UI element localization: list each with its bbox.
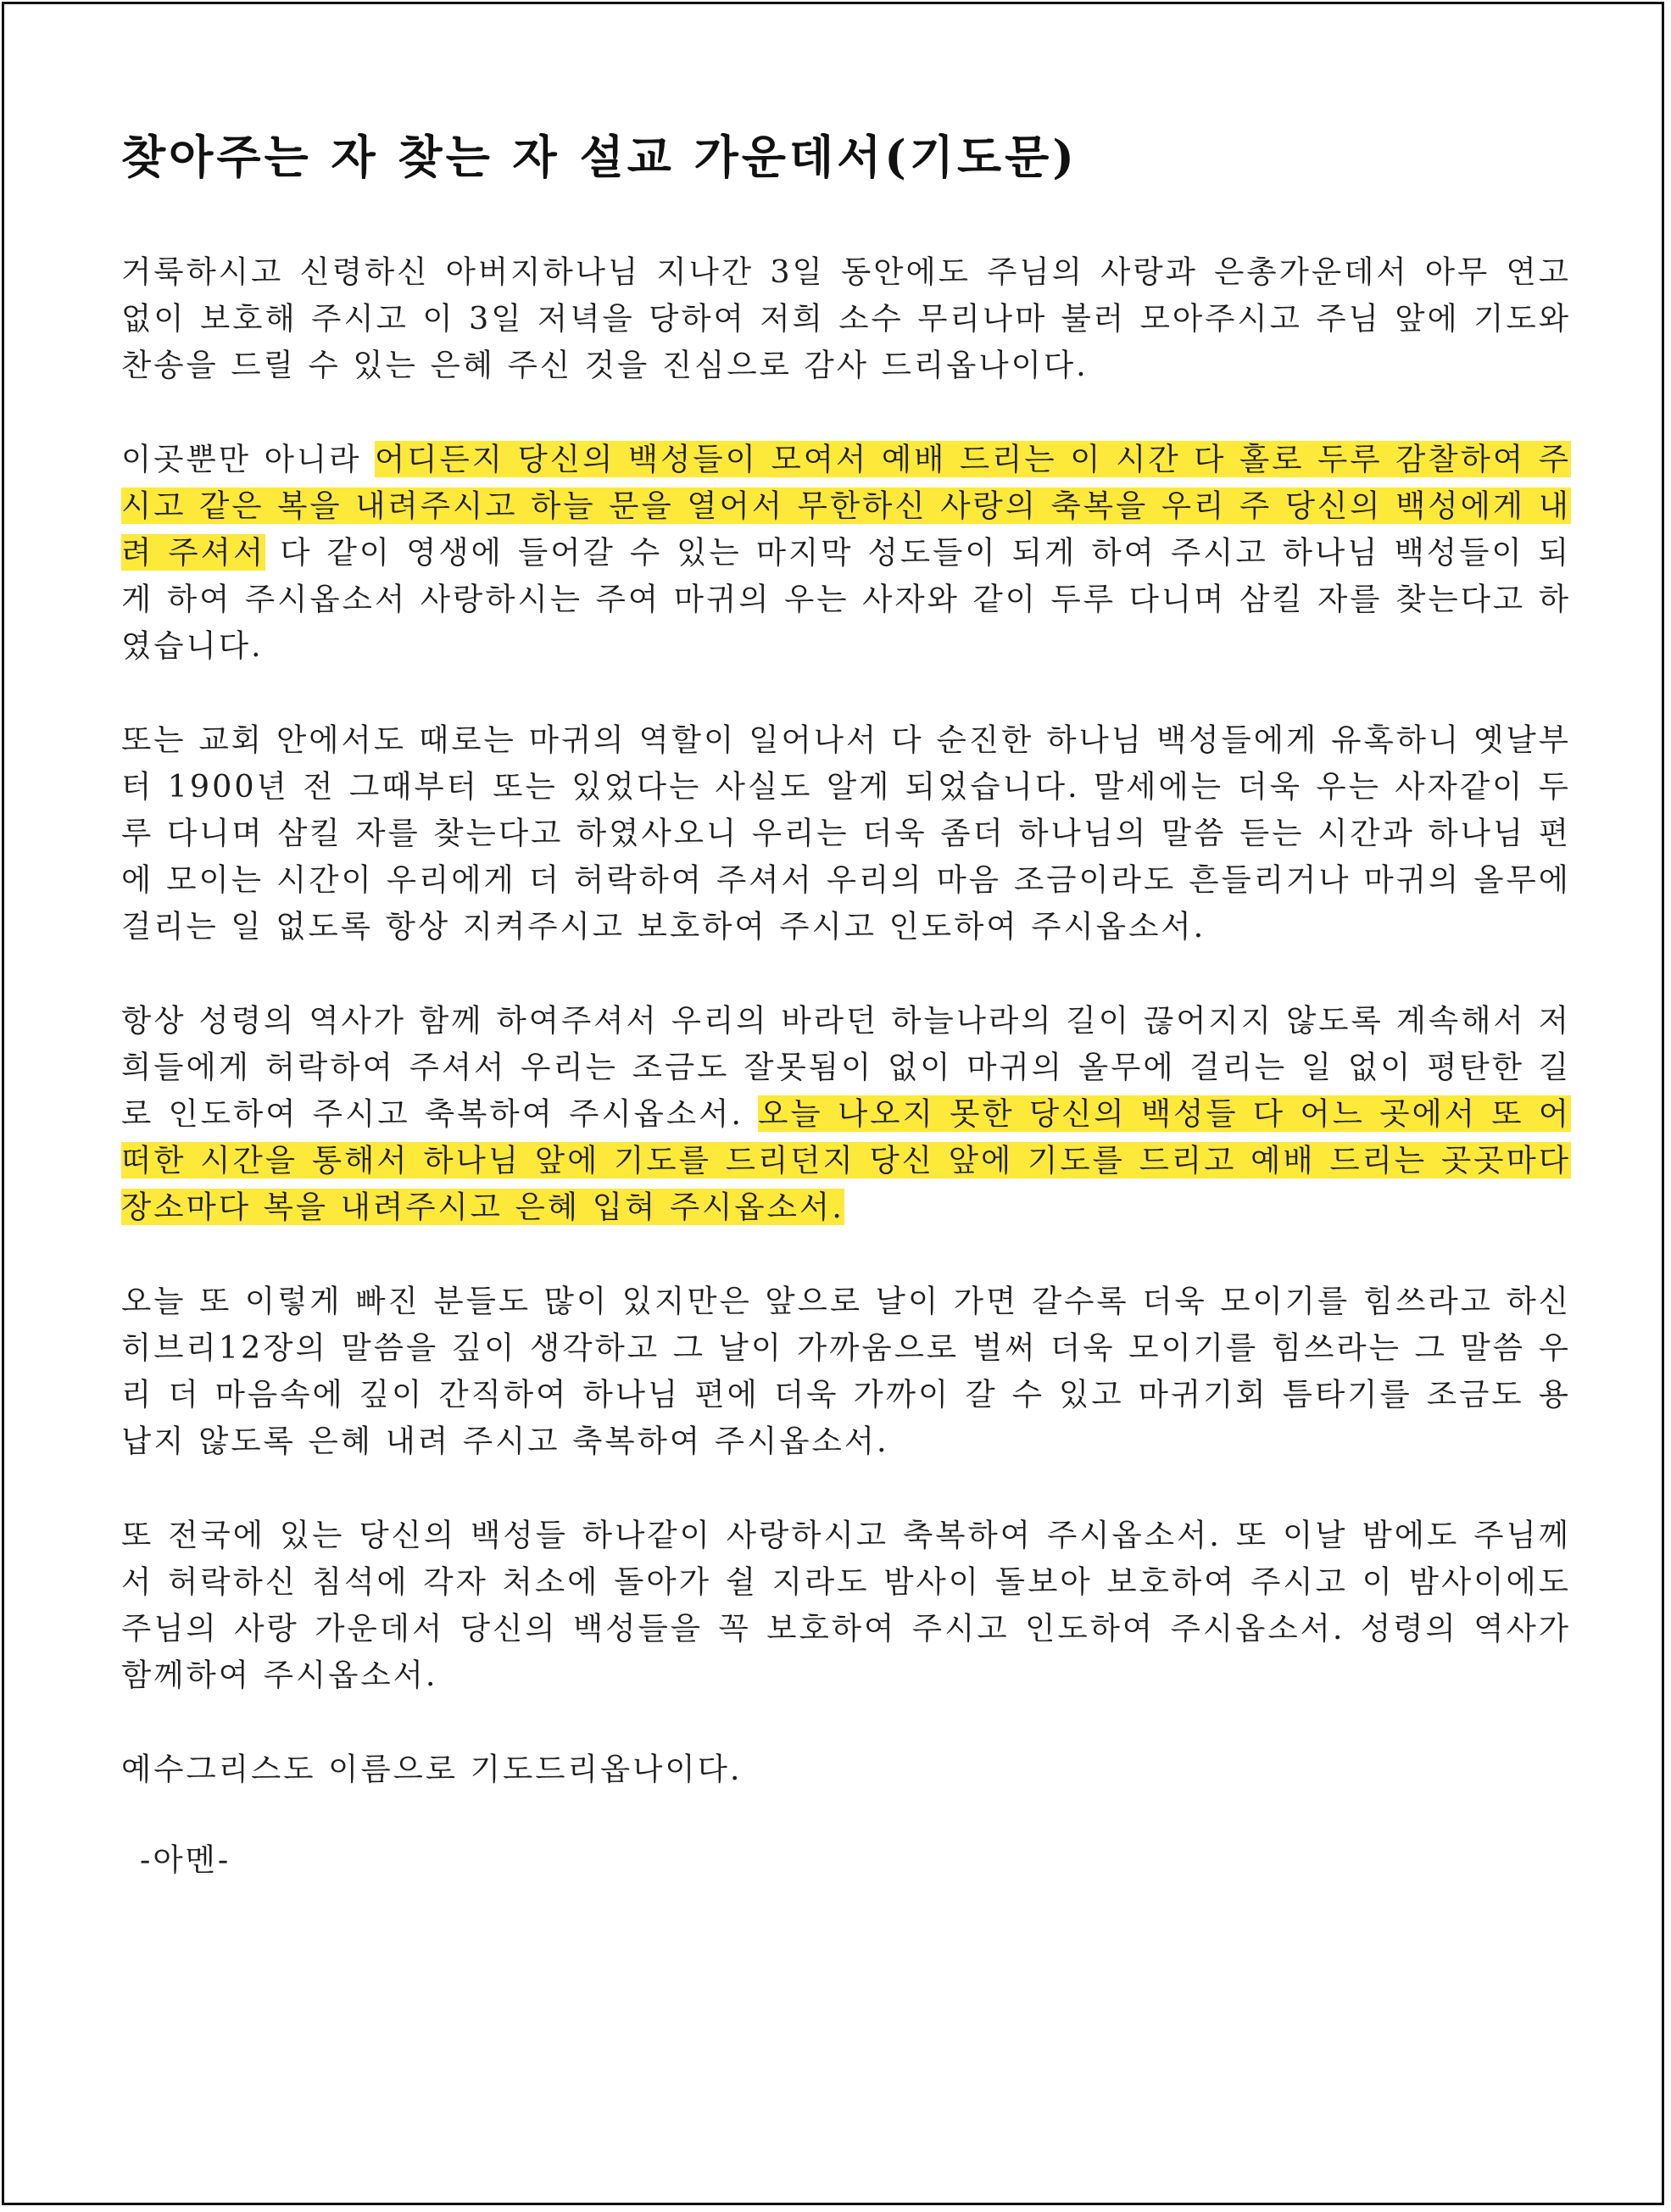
paragraph-6 [121, 1512, 1571, 1698]
paragraph-1 [121, 248, 1571, 388]
highlighted-text: 어디든지 당신의 백성들이 모여서 예배 드리는 이 시간 다 홀로 두루 감찰하여 주시고 같은 복을 내려주시고 하늘 문을 열어서 무한하신 사랑의 축복을 우리 주 당신의 백성에게 내려 주셔서 [121, 441, 1571, 571]
paragraph-5 [121, 1278, 1571, 1464]
paragraph-text: 오늘 또 이렇게 빠진 분들도 많이 있지만은 앞으로 날이 가면 갈수록 더욱 모이기를 힘쓰라고 하신 히브리12장의 말씀을 깊이 생각하고 그 날이 가까움으로 벌써 더욱 모이기를 힘쓰라는 그 말씀 우리 더 마음속에 깊이 간직하여 하나님 편에 더욱 가까이 갈 수 있고 마귀기회 틈타기를 조금도 용납지 않도록 은혜 내려 주시고 축복하여 주시옵소서. [121, 1283, 1571, 1459]
amen-line: -아멘- [140, 1841, 231, 1878]
document-title: 찾아주는 자 찾는 자 설교 가운데서(기도문) [121, 130, 1078, 184]
paragraph-text: 이곳뿐만 아니라 [121, 441, 375, 477]
paragraph-text: 다 같이 영생에 들어갈 수 있는 마지막 성도들이 되게 하여 주시고 하나님 백성들이 되게 하여 주시옵소서 사랑하시는 주여 마귀의 우는 사자와 같이 두루 다니며 삼킬 자를 찾는다고 하였습니다. [121, 534, 1571, 664]
highlighted-text: 오늘 나오지 못한 당신의 백성들 다 어느 곳에서 또 어떠한 시간을 통해서 하나님 앞에 기도를 드리던지 당신 앞에 기도를 드리고 예배 드리는 곳곳마다 장소마다 복을 내려주시고 은혜 입혀 주시옵소서. [121, 1095, 1571, 1225]
paragraph-text: 또 전국에 있는 당신의 백성들 하나같이 사랑하시고 축복하여 주시옵소서. 또 이날 밤에도 주님께서 허락하신 침석에 각자 처소에 돌아가 쉴 지라도 밤사이 돌보아 보호하여 주시고 이 밤사이에도 주님의 사랑 가운데서 당신의 백성들을 꼭 보호하여 주시고 인도하여 주시옵소서. 성령의 역사가 함께하여 주시옵소서. [121, 1517, 1571, 1693]
paragraph-text: 거룩하시고 신령하신 아버지하나님 지나간 3일 동안에도 주님의 사랑과 은총가운데서 아무 연고 없이 보호해 주시고 이 3일 저녁을 당하여 저희 소수 무리나마 불러 모아주시고 주님 앞에 기도와 찬송을 드릴 수 있는 은혜 주신 것을 진심으로 감사 드리옵나이다. [121, 254, 1571, 383]
paragraph-3 [121, 716, 1571, 950]
document-content [121, 123, 1571, 1883]
prayer-body [121, 248, 1571, 1883]
paragraph-4 [121, 997, 1571, 1230]
page-frame [2, 2, 1664, 2205]
paragraph-text: 항상 성령의 역사가 함께 하여주셔서 우리의 바라던 하늘나라의 길이 끊어지지 않도록 계속해서 저희들에게 허락하여 주셔서 우리는 조금도 잘못됨이 없이 마귀의 올무에 걸리는 일 없이 평탄한 길로 인도하여 주시고 축복하여 주시옵소서. [121, 1002, 1571, 1132]
closing-line: 예수그리스도 이름으로 기도드리옵나이다. [121, 1751, 743, 1787]
paragraph-2 [121, 436, 1571, 669]
paragraph-text: 또는 교회 안에서도 때로는 마귀의 역할이 일어나서 다 순진한 하나님 백성들에게 유혹하니 옛날부터 1900년 전 그때부터 또는 있었다는 사실도 알게 되었습니다. 말세에는 더욱 우는 사자같이 두루 다니며 삼킬 자를 찾는다고 하였사오니 우리는 더욱 좀더 하나님의 말씀 듣는 시간과 하나님 편에 모이는 시간이 우리에게 더 허락하여 주셔서 우리의 마음 조금이라도 흔들리거나 마귀의 올무에 걸리는 일 없도록 항상 지켜주시고 보호하여 주시고 인도하여 주시옵소서. [121, 722, 1571, 944]
